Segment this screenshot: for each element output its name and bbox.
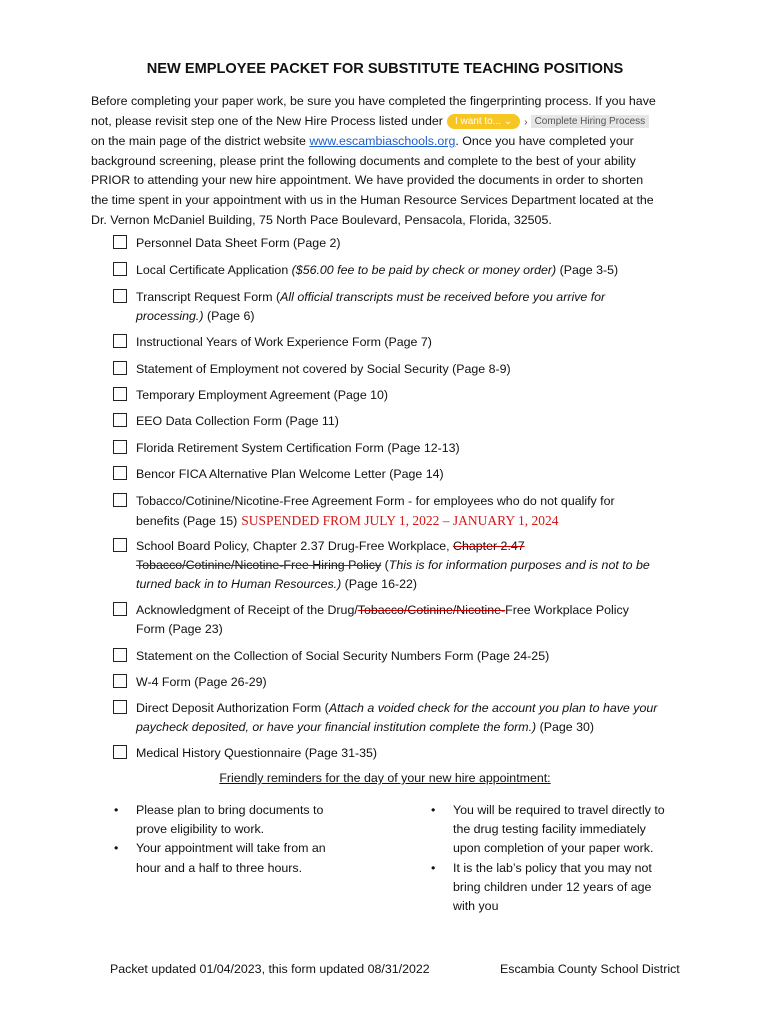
checkbox[interactable]: [113, 361, 127, 375]
label-text: (Page 3-5): [556, 263, 619, 277]
list-line: hour and a half to three hours.: [136, 860, 303, 875]
checkbox[interactable]: [113, 700, 127, 714]
intro-line: [91, 132, 691, 152]
list-item: [431, 859, 701, 917]
label-text: Free Workplace Policy: [505, 603, 629, 617]
label-text: Form (Page 23): [136, 622, 223, 636]
checkbox[interactable]: [113, 235, 127, 249]
label-text: (Page 16-22): [341, 577, 417, 591]
checkbox[interactable]: [113, 440, 127, 454]
checkbox[interactable]: [113, 674, 127, 688]
intro-line: the time spent in your appointment with us in the Human Resource Services Department located at the: [91, 192, 654, 207]
list-line: upon completion of your paper work.: [453, 841, 654, 856]
label-text: Local Certificate Application: [136, 263, 292, 277]
checklist-label: EEO Data Collection Form (Page 11): [136, 414, 339, 428]
checkbox[interactable]: [113, 262, 127, 276]
checkbox[interactable]: [113, 745, 127, 759]
intro-line: PRIOR to attending your new hire appointment. We have provided the documents in order to shorten: [91, 173, 644, 188]
checklist-label: Florida Retirement System Certification Form (Page 12-13): [136, 441, 460, 455]
list-item: [114, 801, 374, 839]
intro-line: Before completing your paper work, be sure you have completed the fingerprinting process. If you have: [91, 94, 656, 108]
suspended-notice: SUSPENDED FROM JULY 1, 2022 – JANUARY 1, 2024: [241, 513, 559, 528]
intro-line: [91, 112, 691, 133]
checkbox[interactable]: [113, 334, 127, 348]
transcript-note: All official transcripts must be received before you arrive for: [280, 290, 606, 304]
intro-text: not, please revisit step one of the New Hire Process listed under: [91, 113, 443, 128]
intro-text: . Once you have completed your: [455, 134, 634, 149]
reminders-right-list: [431, 801, 701, 916]
intro-line: Dr. Vernon McDaniel Building, 75 North Pace Boulevard, Pensacola, Florida, 32505.: [91, 212, 552, 227]
label-text: Direct Deposit Authorization Form (: [136, 701, 329, 715]
footer-district-name: Escambia County School District: [500, 962, 680, 976]
checkbox[interactable]: [113, 413, 127, 427]
list-line: with you: [453, 899, 499, 914]
info-note: This is for information purposes and is not to be: [388, 558, 650, 572]
reminders-heading: Friendly reminders for the day of your new hire appointment:: [219, 771, 551, 785]
checklist-label: Personnel Data Sheet Form (Page 2): [136, 236, 341, 250]
list-line: Please plan to bring documents to: [136, 803, 324, 817]
checklist-label: [136, 261, 681, 280]
list-item: [431, 801, 701, 859]
checklist-label: Medical History Questionnaire (Page 31-35): [136, 746, 378, 760]
checklist-label: Statement of Employment not covered by Social Security (Page 8-9): [136, 362, 511, 376]
checkbox[interactable]: [113, 289, 127, 303]
checklist-label: Temporary Employment Agreement (Page 10): [136, 388, 389, 402]
intro-line: background screening, please print the following documents and complete to the best of your ability: [91, 153, 636, 168]
deposit-note: paycheck deposited, or have your financial institution complete the form.): [136, 720, 537, 734]
label-text: (Page 6): [203, 309, 255, 323]
label-text: (: [381, 558, 389, 572]
label-text: Tobacco/Cotinine/Nicotine-Free Agreement Form - for employees who do not qualify for: [136, 494, 615, 508]
page-title: NEW EMPLOYEE PACKET FOR SUBSTITUTE TEACHING POSITIONS: [146, 61, 624, 77]
struck-text: Chapter 2.47: [453, 539, 525, 553]
list-line: the drug testing facility immediately: [453, 822, 646, 837]
reminders-left-list: [114, 801, 374, 878]
checkbox[interactable]: [113, 538, 127, 552]
label-text: Transcript Request Form (: [136, 290, 281, 304]
footer-updated-date: Packet updated 01/04/2023, this form updated 08/31/2022: [110, 962, 430, 976]
checklist-label: [136, 492, 681, 531]
list-line: prove eligibility to work.: [136, 822, 265, 837]
label-text: benefits (Page 15): [136, 514, 238, 528]
list-line: Your appointment will take from an: [136, 841, 326, 856]
struck-text: Tobacco/Cotinine/Nicotine-Free Hiring Policy: [136, 558, 382, 572]
info-note: turned back in to Human Resources.): [136, 577, 342, 591]
label-text: Acknowledgment of Receipt of the Drug/: [136, 603, 358, 617]
fee-note: ($56.00 fee to be paid by check or money order): [291, 263, 557, 277]
intro-text: on the main page of the district website: [91, 134, 310, 149]
list-line: bring children under 12 years of age: [453, 879, 652, 894]
checklist-label: [136, 699, 681, 737]
deposit-note: Attach a voided check for the account you plan to have your: [328, 701, 658, 715]
intro-paragraph: [91, 92, 691, 230]
checklist-label: Bencor FICA Alternative Plan Welcome Letter (Page 14): [136, 467, 444, 481]
chevron-right-icon: ›: [524, 116, 528, 128]
checkbox[interactable]: [113, 602, 127, 616]
checkbox[interactable]: [113, 648, 127, 662]
label-text: School Board Policy, Chapter 2.37 Drug-Free Workplace,: [136, 539, 454, 553]
district-website-link[interactable]: www.escambiaschools.org: [309, 134, 456, 149]
checklist-label: W-4 Form (Page 26-29): [136, 675, 267, 689]
checkbox[interactable]: [113, 466, 127, 480]
complete-hiring-process-image: Complete Hiring Process: [531, 115, 650, 128]
transcript-note: processing.): [136, 309, 204, 323]
list-line: You will be required to travel directly to: [453, 803, 665, 817]
label-text: (Page 30): [536, 720, 595, 734]
i-want-to-dropdown-image: I want to... ⌄: [447, 114, 520, 129]
checklist-label: Statement on the Collection of Social Security Numbers Form (Page 24-25): [136, 649, 550, 663]
checkbox[interactable]: [113, 387, 127, 401]
checklist-label: [136, 537, 681, 594]
checklist-label: Instructional Years of Work Experience Form (Page 7): [136, 335, 432, 349]
list-line: It is the lab’s policy that you may not: [453, 860, 652, 875]
checklist-label: [136, 288, 681, 326]
checklist-label: [136, 601, 681, 639]
struck-text: Tobacco/Cotinine/Nicotine-: [357, 603, 506, 617]
list-item: [114, 839, 374, 877]
checkbox[interactable]: [113, 493, 127, 507]
